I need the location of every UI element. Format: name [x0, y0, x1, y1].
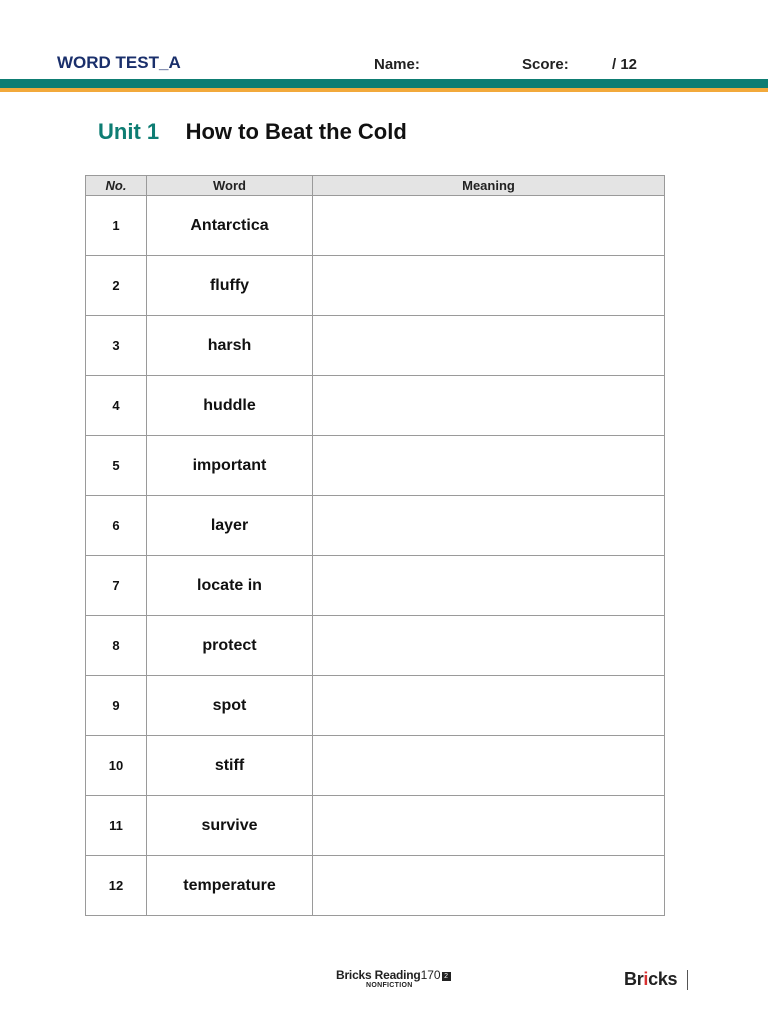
publisher-suffix: cks — [648, 969, 678, 989]
row-meaning-field[interactable] — [313, 796, 665, 856]
row-meaning-field[interactable] — [313, 436, 665, 496]
row-meaning-field[interactable] — [313, 676, 665, 736]
row-meaning-field[interactable] — [313, 376, 665, 436]
row-word: survive — [147, 796, 313, 856]
table-row — [86, 856, 665, 916]
table-row — [86, 676, 665, 736]
row-number: 6 — [86, 496, 147, 556]
row-word: fluffy — [147, 256, 313, 316]
table-header-row — [86, 176, 665, 196]
row-meaning-field[interactable] — [313, 556, 665, 616]
row-word: layer — [147, 496, 313, 556]
unit-heading — [98, 119, 407, 145]
column-header-word: Word — [147, 176, 313, 196]
row-word: important — [147, 436, 313, 496]
row-word: huddle — [147, 376, 313, 436]
page-header — [0, 0, 768, 80]
table-row — [86, 496, 665, 556]
header-teal-bar — [0, 79, 768, 88]
table-row — [86, 256, 665, 316]
word-table — [85, 175, 665, 916]
row-meaning-field[interactable] — [313, 496, 665, 556]
name-label: Name: — [374, 56, 420, 73]
row-word: locate in — [147, 556, 313, 616]
bricks-publisher-logo — [624, 969, 677, 990]
score-label: Score: — [522, 56, 569, 73]
header-orange-bar — [0, 88, 768, 92]
row-meaning-field[interactable] — [313, 256, 665, 316]
table-row — [86, 376, 665, 436]
row-word: protect — [147, 616, 313, 676]
table-row — [86, 616, 665, 676]
unit-title: How to Beat the Cold — [185, 119, 407, 144]
row-meaning-field[interactable] — [313, 196, 665, 256]
table-row — [86, 316, 665, 376]
row-number: 3 — [86, 316, 147, 376]
table-row — [86, 436, 665, 496]
bricks-reading-logo — [336, 966, 451, 989]
row-number: 7 — [86, 556, 147, 616]
publisher-accent: i — [643, 969, 649, 989]
row-word: stiff — [147, 736, 313, 796]
row-number: 8 — [86, 616, 147, 676]
publisher-divider — [687, 970, 688, 990]
row-number: 2 — [86, 256, 147, 316]
table-row — [86, 196, 665, 256]
row-number: 4 — [86, 376, 147, 436]
column-header-no: No. — [86, 176, 147, 196]
table-row — [86, 556, 665, 616]
row-word: temperature — [147, 856, 313, 916]
row-meaning-field[interactable] — [313, 856, 665, 916]
score-total: / 12 — [612, 56, 638, 73]
table-row — [86, 736, 665, 796]
row-number: 11 — [86, 796, 147, 856]
test-title: WORD TEST_A — [57, 53, 181, 72]
row-number: 10 — [86, 736, 147, 796]
row-number: 9 — [86, 676, 147, 736]
unit-number: Unit 1 — [98, 119, 160, 144]
column-header-meaning: Meaning — [313, 176, 665, 196]
row-word: spot — [147, 676, 313, 736]
brand-level: 170 — [420, 968, 441, 982]
row-meaning-field[interactable] — [313, 736, 665, 796]
publisher-prefix: Br — [624, 969, 644, 989]
row-meaning-field[interactable] — [313, 316, 665, 376]
row-number: 5 — [86, 436, 147, 496]
table-row — [86, 796, 665, 856]
brand-badge: 2 — [442, 972, 451, 981]
row-meaning-field[interactable] — [313, 616, 665, 676]
row-word: Antarctica — [147, 196, 313, 256]
row-word: harsh — [147, 316, 313, 376]
row-number: 1 — [86, 196, 147, 256]
row-number: 12 — [86, 856, 147, 916]
brand-name: Bricks Reading — [336, 968, 421, 982]
brand-subtitle: NONFICTION — [366, 982, 413, 989]
